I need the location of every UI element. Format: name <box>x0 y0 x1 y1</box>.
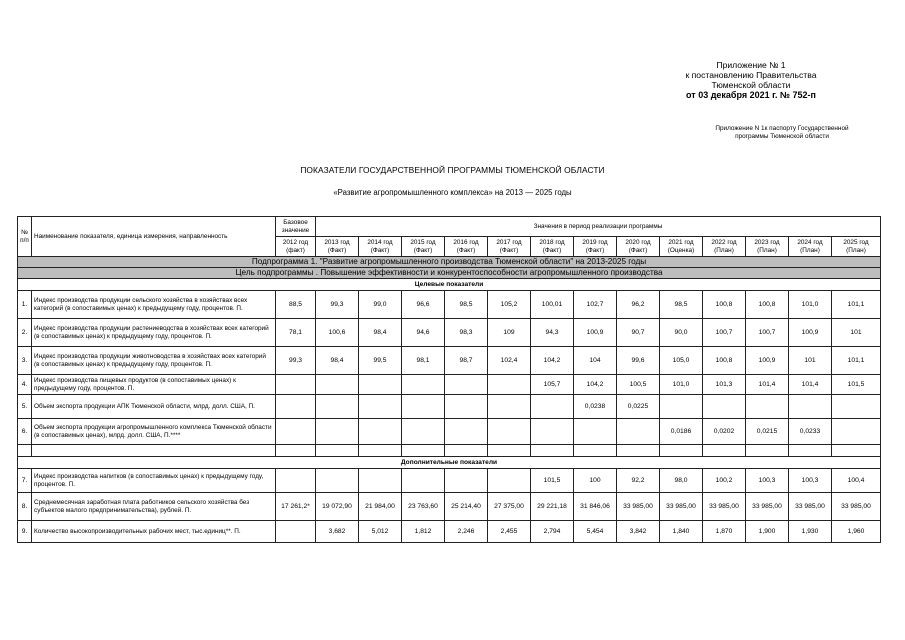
indicator-value: 99,0 <box>359 291 402 319</box>
year-kind: (Факт) <box>499 246 519 254</box>
indicator-value <box>445 375 488 395</box>
indicator-value: 92,2 <box>617 469 660 493</box>
indicator-value <box>746 395 789 419</box>
indicator-value <box>316 419 359 445</box>
indicator-value <box>488 375 531 395</box>
indicator-value <box>402 395 445 419</box>
year-kind: (Факт) <box>456 246 476 254</box>
indicator-value: 0,0186 <box>660 419 703 445</box>
appendix-line-2: к постановлению Правительства <box>685 70 817 80</box>
indicator-value: 88,5 <box>276 291 316 319</box>
indicator-value: 33 985,00 <box>789 493 832 521</box>
indicator-value: 78,1 <box>276 319 316 347</box>
indicator-value: 0,0238 <box>574 395 617 419</box>
indicator-name: Индекс производства продукции животноводства в хозяйствах всех категорий (в сопоставимых ценах) к предыдущему году, процентов. П. <box>32 347 276 375</box>
indicator-value: 104,2 <box>531 347 574 375</box>
indicator-value <box>445 469 488 493</box>
indicator-name: Индекс производства продукции сельского хозяйства в хозяйствах всех категорий (в сопоставимых ценах) к предыдущему году, процентов. П. <box>32 291 276 319</box>
indicator-value <box>617 419 660 445</box>
empty-cell <box>316 445 359 457</box>
row-number: 6. <box>18 419 32 445</box>
indicator-value <box>488 469 531 493</box>
year-header-7 <box>574 237 617 257</box>
row-number: 8. <box>18 493 32 521</box>
empty-cell <box>617 445 660 457</box>
empty-cell <box>703 445 746 457</box>
empty-cell <box>18 445 32 457</box>
indicator-value <box>359 419 402 445</box>
year-label: 2025 год <box>843 239 869 247</box>
passport-appendix-note <box>687 125 877 141</box>
indicator-value: 100,7 <box>703 319 746 347</box>
appendix-decree-date: от 03 декабря 2021 г. № 752-п <box>686 90 816 100</box>
indicator-value: 33 985,00 <box>746 493 789 521</box>
row-number: 2. <box>18 319 32 347</box>
row-number: 3. <box>18 347 32 375</box>
indicator-value <box>531 419 574 445</box>
indicator-value: 0,0225 <box>617 395 660 419</box>
indicator-value <box>276 419 316 445</box>
indicator-value: 99,3 <box>276 347 316 375</box>
indicator-name: Объем экспорта продукции агропромышленного комплекса Тюменской области (в сопоставимых ценах), млрд. долл. США, П.**** <box>32 419 276 445</box>
indicator-value: 1,900 <box>746 521 789 543</box>
indicator-value: 90,0 <box>660 319 703 347</box>
indicator-value: 98,3 <box>445 319 488 347</box>
indicator-value: 98,5 <box>660 291 703 319</box>
subprogram-title: Подпрограмма 1. "Развитие агропромышленного производства Тюменской области" на 2013-2025 годы <box>18 257 881 268</box>
indicator-value: 5,454 <box>574 521 617 543</box>
indicator-value: 5,012 <box>359 521 402 543</box>
year-kind: (Факт) <box>628 246 648 254</box>
indicator-value: 3,682 <box>316 521 359 543</box>
indicator-value <box>832 395 881 419</box>
subprogram-goal-row <box>18 268 881 279</box>
year-kind: (факт) <box>286 246 305 254</box>
indicator-value <box>276 521 316 543</box>
row-number: 9. <box>18 521 32 543</box>
indicator-value: 94,6 <box>402 319 445 347</box>
year-kind: (План) <box>846 246 866 254</box>
indicator-value: 27 375,00 <box>488 493 531 521</box>
indicator-value <box>574 419 617 445</box>
year-label: 2023 год <box>754 239 780 247</box>
year-label: 2022 год <box>711 239 737 247</box>
group-label-additional: Дополнительные показатели <box>18 457 881 469</box>
indicator-name: Индекс производства пищевых продуктов (в сопоставимых ценах) к предыдущему году, процентов. П. <box>32 375 276 395</box>
indicator-value: 25 214,40 <box>445 493 488 521</box>
empty-cell <box>789 445 832 457</box>
year-label: 2021 год <box>668 239 694 247</box>
indicator-value: 23 763,60 <box>402 493 445 521</box>
year-label: 2015 год <box>410 239 436 247</box>
table-row <box>18 469 881 493</box>
table-row <box>18 521 881 543</box>
indicator-name: Объем экспорта продукции АПК Тюменской области, млрд. долл. США, П. <box>32 395 276 419</box>
year-header-10 <box>703 237 746 257</box>
indicator-value: 1,812 <box>402 521 445 543</box>
indicator-name: Индекс производства продукции растениеводства в хозяйствах всех категорий (в сопоставимых ценах) к предыдущему году, процентов. П. <box>32 319 276 347</box>
indicator-value <box>276 395 316 419</box>
subprogram-goal: Цель подпрограммы . Повышение эффективности и конкурентоспособности агропромышленного производства <box>18 268 881 279</box>
indicator-value: 31 846,06 <box>574 493 617 521</box>
indicator-value: 101 <box>832 319 881 347</box>
indicator-value <box>531 395 574 419</box>
indicator-value <box>445 419 488 445</box>
indicator-value: 101 <box>789 347 832 375</box>
year-label: 2020 год <box>625 239 651 247</box>
indicator-value: 0,0233 <box>789 419 832 445</box>
indicator-value: 94,3 <box>531 319 574 347</box>
indicator-value: 99,3 <box>316 291 359 319</box>
year-header-13 <box>832 237 881 257</box>
year-header-6 <box>531 237 574 257</box>
table-row <box>18 319 881 347</box>
indicator-value <box>359 469 402 493</box>
indicator-value: 33 985,00 <box>703 493 746 521</box>
table-row <box>18 493 881 521</box>
indicator-value: 96,6 <box>402 291 445 319</box>
indicator-name: Среднемесячная заработная плата работников сельского хозяйства без субъектов малого предпринимательства), рублей. П. <box>32 493 276 521</box>
indicator-value: 2,794 <box>531 521 574 543</box>
empty-cell <box>402 445 445 457</box>
indicator-value: 1,960 <box>832 521 881 543</box>
empty-cell <box>746 445 789 457</box>
indicator-value <box>316 375 359 395</box>
indicator-value: 105,7 <box>531 375 574 395</box>
empty-cell <box>32 445 276 457</box>
indicator-value: 0,0215 <box>746 419 789 445</box>
year-header-8 <box>617 237 660 257</box>
indicator-value: 109 <box>488 319 531 347</box>
year-kind: (Оценка) <box>667 246 695 254</box>
year-header-1 <box>316 237 359 257</box>
year-label: 2012 год <box>282 239 309 247</box>
year-kind: (План) <box>714 246 734 254</box>
year-label: 2014 год <box>367 239 393 247</box>
empty-cell <box>531 445 574 457</box>
table-row <box>18 347 881 375</box>
year-header-2 <box>359 237 402 257</box>
indicator-value: 33 985,00 <box>660 493 703 521</box>
indicator-value <box>445 395 488 419</box>
empty-cell <box>359 445 402 457</box>
indicator-value <box>276 375 316 395</box>
col-header-period: Значения в период реализации программы <box>316 217 881 237</box>
indicator-value: 2,455 <box>488 521 531 543</box>
subprogram-title-row <box>18 257 881 268</box>
appendix-line-1: Приложение № 1 <box>716 60 786 70</box>
indicator-value: 100,9 <box>746 347 789 375</box>
appendix-line-3: Тюменской области <box>711 80 791 90</box>
indicator-value: 98,7 <box>445 347 488 375</box>
indicator-value: 100,01 <box>531 291 574 319</box>
passport-line-1: Приложение N 1к паспорту Государственной <box>715 125 849 132</box>
year-kind: (Факт) <box>542 246 562 254</box>
year-kind: (Факт) <box>370 246 390 254</box>
row-number: 7. <box>18 469 32 493</box>
empty-cell <box>276 445 316 457</box>
year-label: 2017 год <box>496 239 522 247</box>
year-header-0 <box>276 237 316 257</box>
empty-cell <box>574 445 617 457</box>
indicator-value: 100,3 <box>789 469 832 493</box>
group-row-additional <box>18 457 881 469</box>
indicator-value <box>402 419 445 445</box>
year-header-4 <box>445 237 488 257</box>
empty-cell <box>832 445 881 457</box>
empty-cell <box>660 445 703 457</box>
row-number: 1. <box>18 291 32 319</box>
indicator-value: 98,4 <box>316 347 359 375</box>
indicator-value: 29 221,18 <box>531 493 574 521</box>
indicator-value <box>402 469 445 493</box>
year-label: 2024 год <box>797 239 823 247</box>
indicator-value: 100,9 <box>789 319 832 347</box>
indicator-value: 101,1 <box>832 291 881 319</box>
indicator-value: 102,7 <box>574 291 617 319</box>
indicator-value: 3,842 <box>617 521 660 543</box>
indicator-value: 104 <box>574 347 617 375</box>
year-label: 2019 год <box>582 239 608 247</box>
indicator-value: 96,2 <box>617 291 660 319</box>
document-title: ПОКАЗАТЕЛИ ГОСУДАРСТВЕННОЙ ПРОГРАММЫ ТЮМЕНСКОЙ ОБЛАСТИ <box>300 165 605 175</box>
indicator-value: 100,5 <box>617 375 660 395</box>
table-row <box>18 419 881 445</box>
indicator-value: 101,1 <box>832 347 881 375</box>
year-kind: (Факт) <box>585 246 605 254</box>
indicator-value: 100,8 <box>703 291 746 319</box>
indicator-value: 100,3 <box>746 469 789 493</box>
table-row <box>18 395 881 419</box>
indicators-table <box>17 216 881 543</box>
empty-cell <box>445 445 488 457</box>
row-number: 5. <box>18 395 32 419</box>
indicator-value <box>832 419 881 445</box>
indicator-value: 105,2 <box>488 291 531 319</box>
indicator-value: 1,840 <box>660 521 703 543</box>
year-label: 2013 год <box>324 239 350 247</box>
indicator-value: 19 072,90 <box>316 493 359 521</box>
indicator-value: 17 261,2* <box>276 493 316 521</box>
indicator-value <box>359 395 402 419</box>
year-kind: (План) <box>800 246 820 254</box>
indicator-value: 101,5 <box>531 469 574 493</box>
year-header-5 <box>488 237 531 257</box>
indicator-value <box>402 375 445 395</box>
document-subtitle: «Развитие агропромышленного комплекса» на 2013 — 2025 годы <box>333 188 572 197</box>
indicator-value: 98,1 <box>402 347 445 375</box>
indicator-value <box>276 469 316 493</box>
spacer-row <box>18 445 881 457</box>
indicator-name: Количество высокопроизводительных рабочих мест, тыс.единиц**. П. <box>32 521 276 543</box>
indicator-value: 21 984,00 <box>359 493 402 521</box>
indicator-value <box>488 395 531 419</box>
group-row-target <box>18 279 881 291</box>
empty-cell <box>488 445 531 457</box>
table-row <box>18 375 881 395</box>
indicator-value <box>488 419 531 445</box>
indicator-value: 1,930 <box>789 521 832 543</box>
indicator-value: 101,5 <box>832 375 881 395</box>
indicator-value: 100,7 <box>746 319 789 347</box>
indicator-value: 1,870 <box>703 521 746 543</box>
indicator-value <box>660 395 703 419</box>
indicator-value: 98,0 <box>660 469 703 493</box>
year-label: 2016 год <box>453 239 479 247</box>
year-header-11 <box>746 237 789 257</box>
indicator-value: 100,8 <box>703 347 746 375</box>
indicator-value: 100 <box>574 469 617 493</box>
group-label-target: Целевые показатели <box>18 279 881 291</box>
col-header-base: Базовое значение <box>276 217 316 237</box>
indicator-value: 33 985,00 <box>832 493 881 521</box>
indicator-value: 102,4 <box>488 347 531 375</box>
row-number: 4. <box>18 375 32 395</box>
indicator-value: 101,4 <box>789 375 832 395</box>
year-header-9 <box>660 237 703 257</box>
indicator-value: 101,4 <box>746 375 789 395</box>
col-header-no: № п/п <box>18 217 32 257</box>
indicator-value: 101,3 <box>703 375 746 395</box>
indicator-value: 33 985,00 <box>617 493 660 521</box>
indicator-value: 104,2 <box>574 375 617 395</box>
year-kind: (План) <box>757 246 777 254</box>
indicator-value: 2,246 <box>445 521 488 543</box>
indicator-value: 100,2 <box>703 469 746 493</box>
year-kind: (Факт) <box>327 246 347 254</box>
appendix-block <box>631 60 871 100</box>
indicator-value: 100,9 <box>574 319 617 347</box>
indicator-value: 98,4 <box>359 319 402 347</box>
indicator-value: 90,7 <box>617 319 660 347</box>
year-kind: (Факт) <box>413 246 433 254</box>
year-label: 2018 год <box>539 239 565 247</box>
indicator-value <box>316 469 359 493</box>
indicator-value: 100,8 <box>746 291 789 319</box>
indicator-value: 101,0 <box>660 375 703 395</box>
indicator-value <box>789 395 832 419</box>
indicator-value <box>359 375 402 395</box>
year-header-3 <box>402 237 445 257</box>
col-header-name: Наименование показателя, единица измерения, направленность <box>32 217 276 257</box>
indicator-name: Индекс производства напитков (в сопоставимых ценах) к предыдущему году, процентов. П. <box>32 469 276 493</box>
year-header-12 <box>789 237 832 257</box>
indicator-value: 99,5 <box>359 347 402 375</box>
indicator-value: 105,0 <box>660 347 703 375</box>
indicator-value: 99,6 <box>617 347 660 375</box>
indicator-value: 100,6 <box>316 319 359 347</box>
table-row <box>18 291 881 319</box>
indicator-value: 0,0202 <box>703 419 746 445</box>
indicator-value: 100,4 <box>832 469 881 493</box>
indicator-value <box>703 395 746 419</box>
indicator-value: 98,5 <box>445 291 488 319</box>
indicator-value <box>316 395 359 419</box>
indicator-value: 101,0 <box>789 291 832 319</box>
passport-line-2: программы Тюменской области <box>735 133 829 140</box>
